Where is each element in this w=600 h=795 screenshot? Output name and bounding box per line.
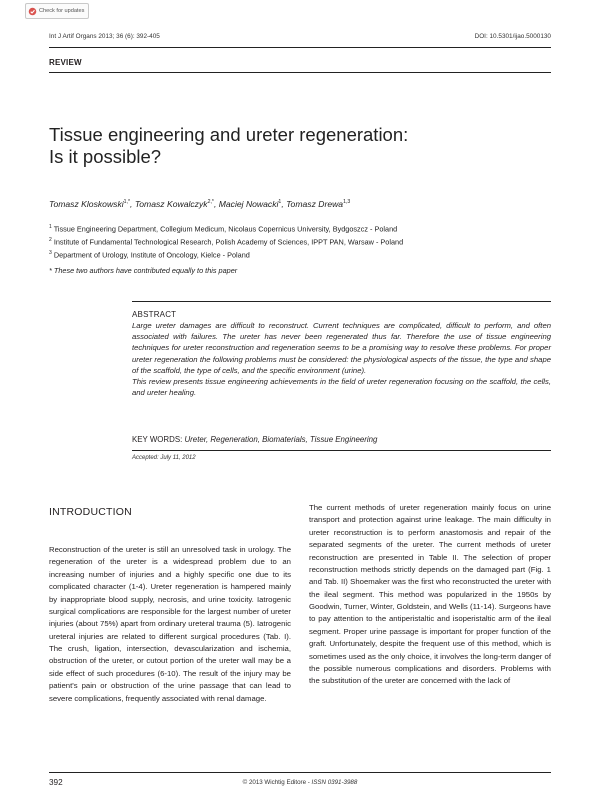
issn: ISSN 0391-3988 xyxy=(311,779,358,786)
author-affiliation-mark: 1,3 xyxy=(343,199,351,206)
badge-label: Check for updates xyxy=(39,8,85,14)
author-list: Tomasz Kloskowski$^{1,*}$, Tomasz Kowalczyk$^{2,*}$, Maciej Nowacki$^1$, Tomasz Drewa$^{1,3}$ xyxy=(49,199,351,209)
body-text-right-column: The current methods of ureter regeneration mainly focus on urine transport and protection against urine leakage. The main difficulty in ureter reconstruction is to perform anastomosis and repair of the separated segments of the ureter. The current methods of ureter reconstruction are presented in Table II. The selection of proper reconstruction methods strictly depends on the damaged part (Fig. 1 and Tab. II) Shoemaker was the first who reconstructed the ureter with the ileal segment. This method was popularized in the 1950s by Goodwin, Turner, Winter, Goldstein, and Wells (11-14). Surgeons have to pay attention to the antiperistaltic and isoperistaltic arm of the ileal segment. Proper urine passage is important for proper function of the graft. Unfortunately, despite the frequent use of this method, which is sometimes used as the only choice, it involves the long-term danger of the possible numerous complications and disorders. Problems with the substitution of the ureter are concerned with the lack of xyxy=(309,503,551,686)
author-affiliation-mark: 1 xyxy=(278,199,282,206)
equal-contribution-note: * These two authors have contributed equally to this paper xyxy=(49,266,238,275)
header-rule-bottom xyxy=(49,72,551,73)
abstract xyxy=(132,310,551,398)
keywords xyxy=(132,435,377,444)
author-name: Tomasz Drewa xyxy=(286,199,344,209)
affiliation: $^2$ Institute of Fundamental Technological Research, Polish Academy of Sciences, IPPT PAN, Warsaw - Poland xyxy=(49,237,404,247)
author-name: Tomasz Kloskowski xyxy=(49,199,124,209)
abstract-rule-bottom xyxy=(132,450,551,451)
footer-copyright: © 2013 Wichtig Editore - ISSN 0391-3988 xyxy=(242,779,358,786)
header-rule-top xyxy=(49,47,551,48)
article-title xyxy=(49,124,529,168)
title-line-2: Is it possible? xyxy=(49,146,162,167)
affiliation: $^1$ Tissue Engineering Department, Collegium Medicum, Nicolaus Copernicus University, Bydgoszcz - Poland xyxy=(49,224,398,234)
author-name: Tomasz Kowalczyk xyxy=(134,199,208,209)
abstract-paragraph: This review presents tissue engineering achievements in the field of ureter regeneration focusing on the scaffold, the cells, and ureter healing. xyxy=(132,377,551,398)
affiliation: $^3$ Department of Urology, Institute of Oncology, Kielce - Poland xyxy=(49,250,250,260)
abstract-heading: ABSTRACT xyxy=(132,310,177,319)
accepted-date: Accepted: July 11, 2012 xyxy=(132,455,196,461)
author-affiliation-mark: 2,* xyxy=(207,199,214,206)
footer-rule xyxy=(49,772,551,773)
journal-citation: Int J Artif Organs 2013; 36 (6): 392-405 xyxy=(49,33,160,40)
author-name: Maciej Nowacki xyxy=(218,199,279,209)
check-for-updates-badge[interactable] xyxy=(25,3,89,19)
keywords-label: KEY WORDS: xyxy=(132,435,183,444)
author-affiliation-mark: 1,* xyxy=(123,199,131,206)
doi[interactable]: DOI: 10.5301/ijao.5000130 xyxy=(474,33,551,40)
title-line-1: Tissue engineering and ureter regeneration: xyxy=(49,124,409,145)
section-label: REVIEW xyxy=(49,58,82,67)
introduction-heading: INTRODUCTION xyxy=(49,506,132,518)
body-text-left-column: Reconstruction of the ureter is still an unresolved task in urology. The regeneration of the ureter is a widespread problem due to an increasing number of injuries and a highly specific one due to its complicated character (1-4). Ureter regeneration is hampered mainly by inappropriate blood supply, necrosis, and urine toxicity. Iatrogenic surgical complications are responsible for the largest number of ureter injuries (about 75%) apart from ordinary ureteral trauma (5). Iatrogenic ureteral injuries are related to different surgical procedures (Tab. I). The crush, ligation, intersection, devascularization and ischemia, obstruction of the ureter, or cutout portion of the ureter wall may be a side effect of such procedures (6-10). The result of the injury may be patient's pain or obstruction of the urine passage that can lead to severe complications, frequently associated with renal damage. xyxy=(49,545,291,703)
abstract-rule-top xyxy=(132,301,551,302)
keywords-value: Ureter, Regeneration, Biomaterials, Tissue Engineering xyxy=(184,435,378,444)
page-number: 392 xyxy=(49,778,63,787)
check-for-updates-icon xyxy=(28,7,37,16)
abstract-paragraph: Large ureter damages are difficult to reconstruct. Current techniques are complicated, difficult to perform, and often associated with failures. The ureter has never been regenerated thus far. Therefore the use of tissue engineering techniques for ureter reconstruction and regeneration seems to be a promising way to resolve these problems. For proper ureter regeneration the following problems must be considered: the physiological aspects of the tissue, the type and shape of the scaffold, the type of cells, and the specific environment (urine). xyxy=(132,321,551,375)
